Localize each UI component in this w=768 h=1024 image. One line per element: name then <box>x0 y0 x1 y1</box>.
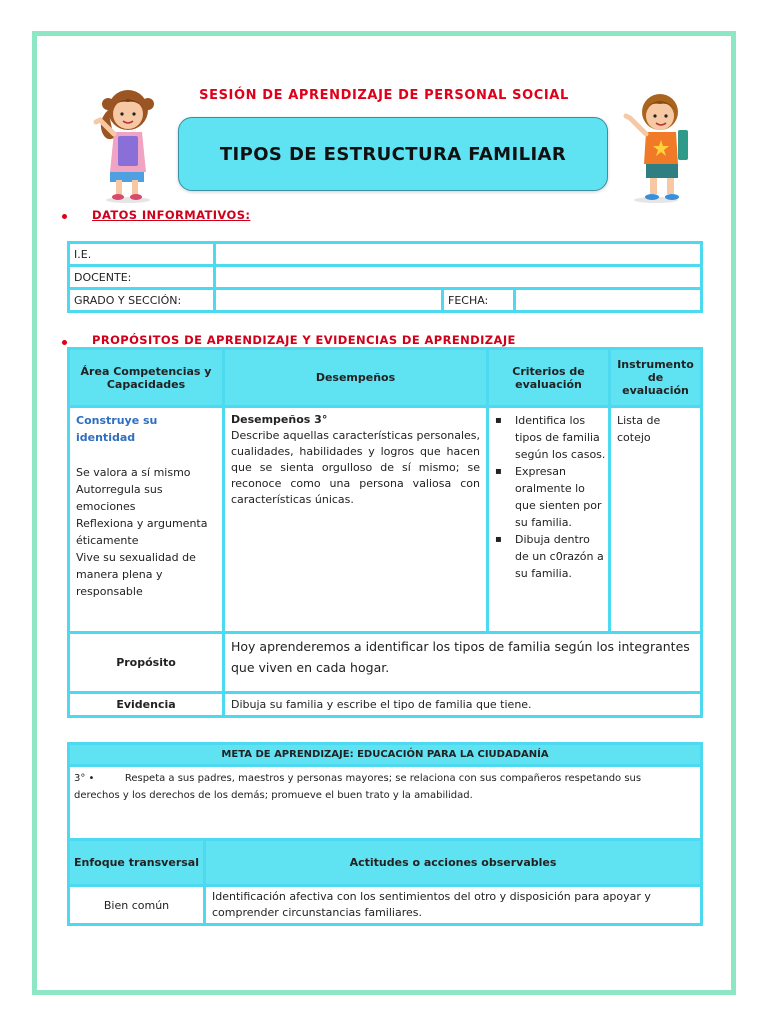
col-area-header: Área Competencias y Capacidades <box>69 349 224 407</box>
ie-label: I.E. <box>69 243 215 266</box>
area-cell <box>69 407 224 633</box>
capacidad-item: Reflexiona y argumenta éticamente <box>76 517 208 547</box>
datos-heading: DATOS INFORMATIVOS: <box>92 208 251 222</box>
session-title: SESIÓN DE APRENDIZAJE DE PERSONAL SOCIAL <box>199 88 569 103</box>
col-actitudes-header: Actitudes o acciones observables <box>205 840 702 886</box>
col-criterios-header: Criterios de evaluación <box>488 349 610 407</box>
enfoque-value: Bien común <box>69 886 205 925</box>
meta-table <box>67 742 703 926</box>
main-title-box <box>178 117 608 191</box>
capacidad-item: Se valora a sí mismo <box>76 466 191 479</box>
propositos-heading: PROPÓSITOS DE APRENDIZAJE Y EVIDENCIAS DE APRENDIZAJE <box>92 333 516 347</box>
main-title: TIPOS DE ESTRUCTURA FAMILIAR <box>219 143 567 165</box>
capacidad-item: Vive su sexualidad de manera plena y responsable <box>76 551 196 598</box>
proposito-label: Propósito <box>69 633 224 693</box>
desempenos-title: Desempeños 3° <box>231 413 328 426</box>
criterios-cell <box>488 407 610 633</box>
criterio-item: ▪ Expresan oralmente lo que sienten por su familia. <box>491 463 606 531</box>
capacidad-item: Autorregula sus emociones <box>76 483 163 513</box>
desempenos-text: Describe aquellas características personales, cualidades, habilidades y logros que hacen que se sienta orgulloso de sí mismo; se reconoce como una persona valiosa con características únicas. <box>231 429 480 506</box>
meta-grade: 3° • <box>74 773 95 784</box>
instrumento-cell: Lista de cotejo <box>610 407 702 633</box>
fecha-label: FECHA: <box>443 289 515 312</box>
proposito-text: Hoy aprenderemos a identificar los tipos de familia según los integrantes que viven en cada hogar. <box>224 633 702 693</box>
docente-label: DOCENTE: <box>69 266 215 289</box>
meta-line-1 <box>74 770 696 787</box>
grado-label: GRADO Y SECCIÓN: <box>69 289 215 312</box>
meta-heading: META DE APRENDIZAJE: EDUCACIÓN PARA LA CIUDADANÍA <box>69 744 702 766</box>
desempenos-cell <box>224 407 488 633</box>
criterio-item: ▪ Identifica los tipos de familia según los casos. <box>491 412 606 463</box>
fecha-field[interactable] <box>515 289 702 312</box>
criterio-item: ▪ Dibuja dentro de un c0razón a su familia. <box>491 531 606 582</box>
evidencia-label: Evidencia <box>69 693 224 717</box>
bullet-dot <box>62 214 67 219</box>
meta-text-1: Respeta a sus padres, maestros y personas mayores; se relaciona con sus compañeros respetando sus <box>124 773 642 784</box>
grado-field[interactable] <box>215 289 443 312</box>
actitud-value: Identificación afectiva con los sentimientos del otro y disposición para apoyar y comprender circunstancias familiares. <box>205 886 702 925</box>
ie-field[interactable] <box>215 243 702 266</box>
meta-text-2: derechos y los derechos de los demás; promueve el buen trato y la amabilidad. <box>74 790 473 801</box>
col-enfoque-header: Enfoque transversal <box>69 840 205 886</box>
col-instrumento-header: Instrumento de evaluación <box>610 349 702 407</box>
datos-table <box>67 241 703 313</box>
col-desempenos-header: Desempeños <box>224 349 488 407</box>
competencia-title: Construye su identidad <box>76 414 158 444</box>
docente-field[interactable] <box>215 266 702 289</box>
bullet-dot <box>62 340 67 345</box>
criterios-list <box>491 412 606 582</box>
meta-text-cell <box>69 766 702 840</box>
evidencia-text: Dibuja su familia y escribe el tipo de familia que tiene. <box>224 693 702 717</box>
propositos-table <box>67 347 703 718</box>
capacidades-list <box>76 464 216 600</box>
